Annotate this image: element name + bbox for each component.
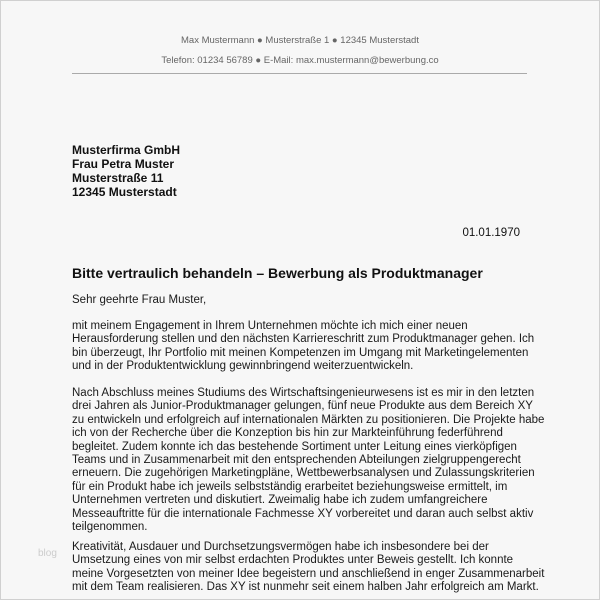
text-line: begleitet. Zudem konnte ich das bestehende Sortiment unter Leitung eines vierköpfigen: [72, 440, 517, 453]
recipient-address: [72, 143, 180, 199]
text-line: ich von der Recherche über die Konzeption bis hin zur Markteinführung federführend: [72, 427, 503, 440]
sender-contact-line: Telefon: 01234 56789 ● E-Mail: max.mustermann@bewerbung.co: [161, 55, 439, 66]
text-line: und in der Produktentwicklung gewinnbringend weiterzuentwickeln.: [72, 360, 414, 373]
text-line: drei Jahren als Junior-Produktmanager gelungen, fünf neue Produkte aus dem Bereich XY: [72, 400, 533, 413]
text-line: zu entwickeln und erfolgreich auf internationalen Märkten zu positionieren. Die Projekte habe: [72, 413, 545, 426]
letter-date: 01.01.1970: [462, 227, 520, 239]
salutation: Sehr geehrte Frau Muster,: [72, 294, 207, 306]
paragraph-1: [72, 320, 534, 374]
text-line: meine Vorgesetzten von meiner Idee begeistern und anschließend in enger Zusammenarbeit: [72, 567, 545, 580]
text-line: Unternehmen vertreten und diskutiert. Zweimalig habe ich zudem umfangreichere: [72, 494, 488, 507]
text-line: erneuern. Die zugehörigen Marketingpläne, Wettbewerbsanalysen und Zulassungskriterien: [72, 467, 535, 480]
text-line: Messeauftritte für die internationale Fachmesse XY vorbereitet und daran auch selbst aktiv: [72, 507, 534, 520]
text-line: Teams und in Zusammenarbeit mit den entsprechenden Abteilungen zielgruppengerecht: [72, 454, 521, 467]
text-line: bin überzeugt, Ihr Portfolio mit meinen Kompetenzen im Umgang mit Marketingelementen: [72, 346, 529, 359]
recipient-city: 12345 Musterstadt: [72, 185, 177, 199]
header-divider: [72, 73, 527, 74]
paragraph-3: [72, 541, 544, 595]
text-line: Herausforderung stellen und den nächsten Karriereschritt zum Produktmanager gehen. Ich: [72, 333, 535, 346]
text-line: mit meinem Engagement in Ihrem Unternehmen möchte ich mich einer neuen: [72, 320, 468, 332]
watermark: blog: [38, 548, 57, 559]
text-line: für ein Produkt habe ich jeweils selbstständig erarbeitet beziehungsweise ermittelt, im: [72, 480, 508, 493]
text-line: Kreativität, Ausdauer und Durchsetzungsvermögen habe ich insbesondere bei der: [72, 541, 489, 553]
recipient-street: Musterstraße 11: [72, 171, 164, 185]
text-line: Nach Abschluss meines Studiums des Wirtschaftsingenieurwesens ist es mir in den letzten: [72, 387, 535, 399]
letter-subject: Bitte vertraulich behandeln – Bewerbung als Produktmanager: [72, 265, 483, 281]
text-line: teilgenommen.: [72, 521, 148, 534]
recipient-name: Frau Petra Muster: [72, 157, 175, 171]
recipient-company: Musterfirma GmbH: [72, 143, 181, 157]
paragraph-2: [72, 387, 544, 534]
sender-address-line: Max Mustermann ● Musterstraße 1 ● 12345 Musterstadt: [181, 35, 419, 46]
text-line: mit dem Team realisieren. Das XY ist nunmehr seit einem halben Jahr erfolgreich am Markt.: [72, 581, 539, 594]
text-line: Umsetzung eines von mir selbst erdachten Produktes unter Beweis gestellt. Ich konnte: [72, 554, 514, 567]
